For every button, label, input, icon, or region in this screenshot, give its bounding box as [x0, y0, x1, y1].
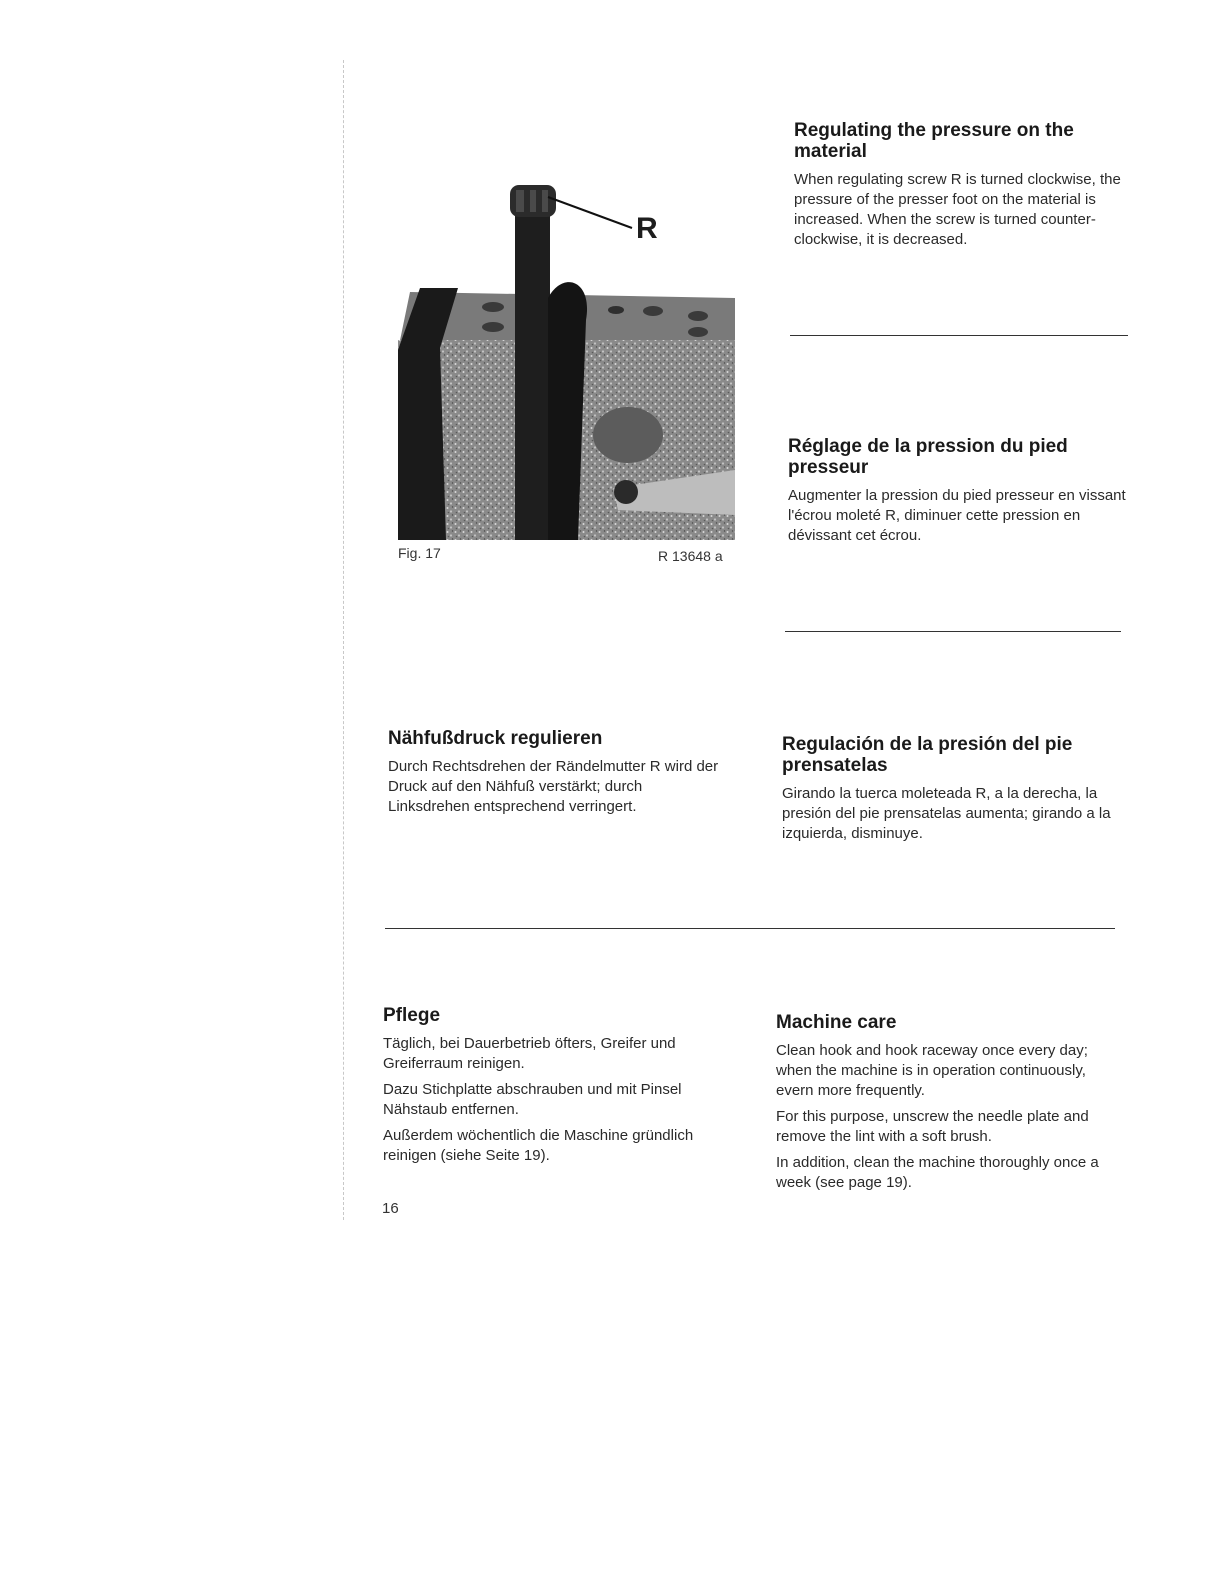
section-paragraph: Clean hook and hook raceway once every day; when the machine is in operation continuously, evern more frequently.	[776, 1042, 1088, 1099]
section-title: Réglage de la pression du pied presseur	[788, 436, 1068, 478]
section-body: Durch Rechtsdrehen der Rändelmutter R wird der Druck auf den Nähfuß verstärkt; durch Linksdrehen entsprechend verringert.	[388, 758, 719, 815]
section-paragraph: In addition, clean the machine thoroughly once a week (see page 19).	[776, 1154, 1099, 1191]
section-french-pressure	[788, 436, 1128, 552]
section-spanish-pressure	[782, 734, 1122, 850]
callout-letter-r: R	[636, 212, 658, 245]
section-paragraph: Dazu Stichplatte abschrauben und mit Pinsel Nähstaub entfernen.	[383, 1081, 682, 1118]
section-title: Nähfußdruck regulieren	[388, 728, 603, 749]
figure-caption: Fig. 17	[398, 545, 441, 561]
section-german-care	[383, 1005, 723, 1172]
section-paragraph: Täglich, bei Dauerbetrieb öfters, Greifer und Greiferraum reinigen.	[383, 1035, 676, 1072]
section-title: Machine care	[776, 1012, 897, 1033]
figure-reference-number: R 13648 a	[658, 548, 723, 564]
section-paragraph: For this purpose, unscrew the needle plate and remove the lint with a soft brush.	[776, 1108, 1089, 1145]
binding-edge-line	[343, 60, 344, 1220]
section-body: Girando la tuerca moleteada R, a la derecha, la presión del pie prensatelas aumenta; girando a la izquierda, disminuye.	[782, 785, 1111, 842]
section-paragraph: Außerdem wöchentlich die Maschine gründlich reinigen (siehe Seite 19).	[383, 1127, 694, 1164]
section-english-care	[776, 1012, 1116, 1199]
divider-rule	[785, 631, 1121, 632]
section-german-pressure	[388, 728, 728, 823]
section-english-pressure	[794, 120, 1134, 256]
section-body: When regulating screw R is turned clockwise, the pressure of the presser foot on the material is increased. When the screw is turned counter-clockwise, it is decreased.	[794, 171, 1121, 248]
section-title: Regulación de la presión del pie prensatelas	[782, 734, 1073, 776]
section-title: Pflege	[383, 1005, 441, 1026]
section-title: Regulating the pressure on the material	[794, 120, 1074, 162]
divider-rule	[790, 335, 1128, 336]
fig-17-photo	[398, 170, 735, 550]
section-body: Augmenter la pression du pied presseur en vissant l'écrou moleté R, diminuer cette pression en dévissant cet écrou.	[788, 487, 1126, 544]
page-number: 16	[382, 1200, 399, 1217]
divider-rule-wide	[385, 928, 1115, 929]
